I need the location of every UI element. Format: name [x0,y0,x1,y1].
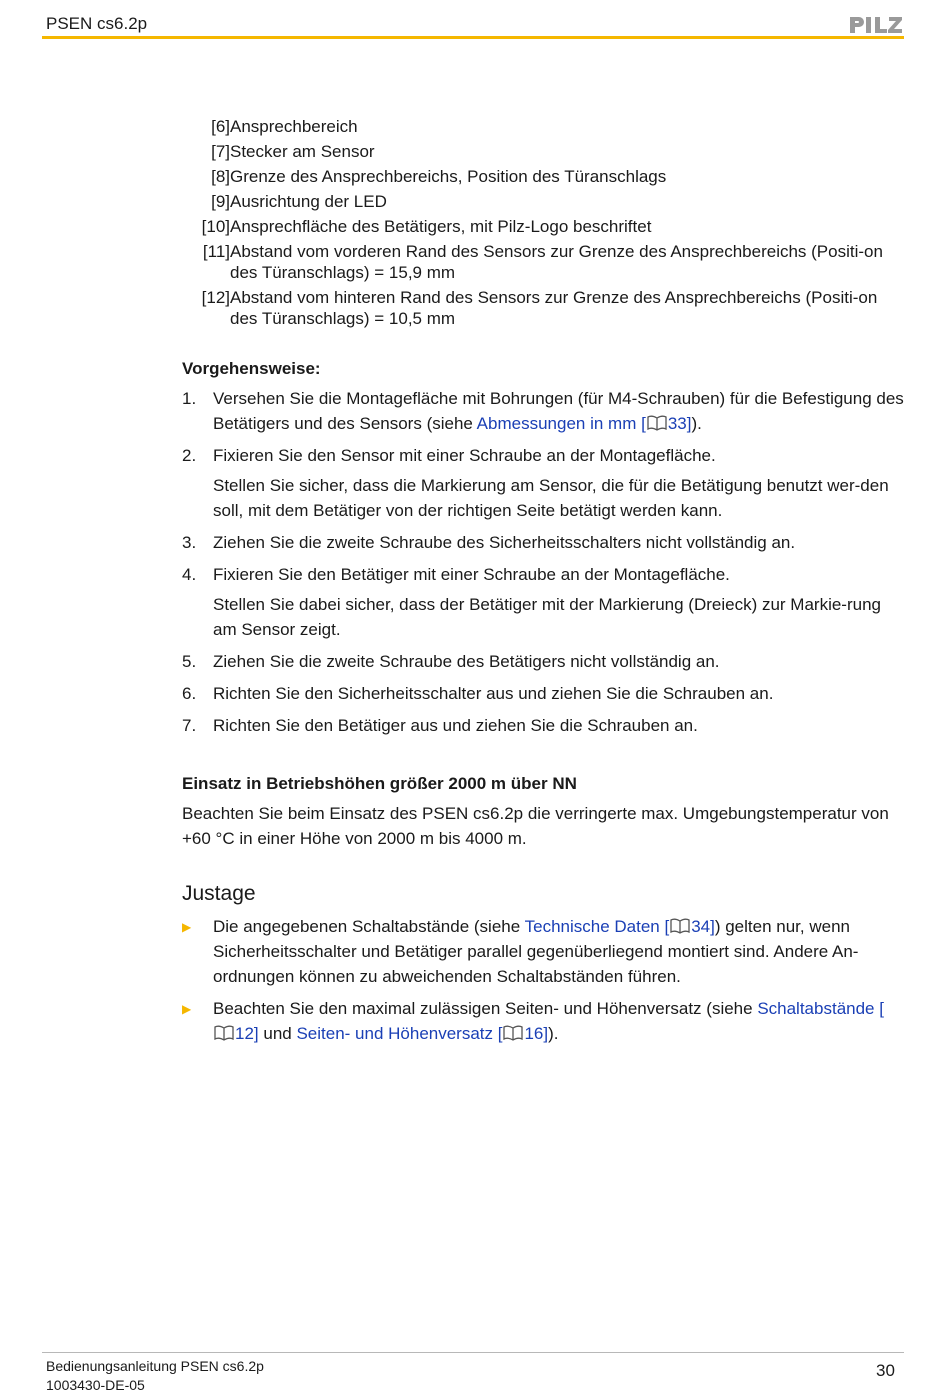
legend-text: Ansprechfläche des Betätigers, mit Pilz-Logo beschriftet [230,217,652,236]
legend-item [182,216,902,237]
step-number: 1. [182,389,197,408]
step-note: Stellen Sie sicher, dass die Markierung am Sensor, die für die Betätigung benutzt wer-den soll, mit dem Betätiger von der richtigen Seite betätigt werden kann. [213,476,889,520]
procedure-step [182,443,904,468]
figure-legend [182,116,902,333]
step-number: 5. [182,652,197,671]
procedure-step [182,562,904,587]
bullet-text-pre: Beachten Sie den maximal zulässigen Seiten- und Höhenversatz (siehe [213,999,758,1018]
legend-item [182,287,902,329]
section-heading-justage: Justage [182,882,256,905]
step-text-body: Versehen Sie die Montagefläche mit Bohrungen (für M4-Schrauben) für die Befestigung des Betätigers und des Sensors (siehe [213,389,904,433]
legend-number: [9] [211,192,230,211]
step-text: Fixieren Sie den Betätiger mit einer Schraube an der Montagefläche. [213,565,730,584]
book-icon [670,918,690,934]
link-label: Technische Daten [ [524,917,670,936]
procedure-step [182,386,904,436]
bullet-item [182,996,904,1046]
legend-item [182,191,902,212]
procedure-step [182,713,904,738]
bullet-text-mid: und [258,1024,297,1043]
link-label: Schaltabstände [ [757,999,884,1018]
step-text: Richten Sie den Betätiger aus und ziehen Sie die Schrauben an. [213,716,698,735]
bullet-arrow-icon: ▶ [182,1002,192,1016]
link-technische-daten[interactable] [525,917,715,936]
link-label: Seiten- und Höhenversatz [ [296,1024,503,1043]
step-number: 6. [182,684,197,703]
altitude-heading: Einsatz in Betriebshöhen größer 2000 m über NN [182,774,577,793]
procedure-step [182,530,904,555]
step-note: Stellen Sie dabei sicher, dass der Betätiger mit der Markierung (Dreieck) zur Markie-rung am Sensor zeigt. [213,595,881,639]
bullet-text-pre: Die angegebenen Schaltabstände (siehe [213,917,525,936]
footer-rule [42,1352,904,1353]
procedure-section [182,356,904,745]
procedure-heading: Vorgehensweise: [182,359,321,378]
bullet-text-post: ) gelten nur, wenn Sicherheitsschalter und Betätiger parallel gegenüberliegend montiert sind. Andere An-ordnungen können zu abweichenden Schaltabständen führen. [213,917,859,986]
legend-text: Grenze des Ansprechbereichs, Position des Türanschlags [230,167,667,186]
legend-item [182,116,902,137]
legend-number: [6] [211,117,230,136]
legend-text: Ansprechbereich [230,117,358,136]
altitude-text: Beachten Sie beim Einsatz des PSEN cs6.2p die verringerte max. Umgebungstemperatur von +60 °C in einer Höhe von 2000 m bis 4000 m. [182,804,889,848]
link-label: Abmessungen in mm [ [476,414,646,433]
bullet-text [213,996,904,1046]
bullet-item [182,914,904,989]
link-page: 12] [235,1024,259,1043]
link-seiten-hoehenversatz[interactable] [296,1024,548,1043]
step-text: Fixieren Sie den Sensor mit einer Schraube an der Montagefläche. [213,446,716,465]
bullet-arrow-icon: ▶ [182,920,192,934]
justage-bullets [182,914,904,1053]
legend-number: [12] [201,288,230,307]
step-text: Ziehen Sie die zweite Schraube des Betätigers nicht vollständig an. [213,652,720,671]
bullet-text-post: ). [548,1024,559,1043]
header-title: PSEN cs6.2p [46,14,148,33]
legend-item [182,141,902,162]
legend-text: Ausrichtung der LED [230,192,387,211]
footer-document-title: Bedienungsanleitung PSEN cs6.2p [46,1358,264,1374]
procedure-step [182,649,904,674]
step-number: 2. [182,446,197,465]
legend-number: [10] [201,217,230,236]
step-number: 3. [182,533,197,552]
page-number: 30 [876,1361,895,1380]
legend-number: [11] [202,242,230,261]
legend-number: [8] [211,167,230,186]
step-text-after: ). [691,414,702,433]
link-page: 34] [691,917,715,936]
pilz-logo [848,14,904,36]
footer-document-number: 1003430-DE-05 [46,1377,145,1393]
step-number: 4. [182,565,197,584]
link-page: 16] [524,1024,549,1043]
bullet-text [213,914,904,989]
procedure-step [182,681,904,706]
legend-item [182,241,902,283]
link-page: 33] [667,414,692,433]
step-text [213,386,904,436]
legend-text: Abstand vom vorderen Rand des Sensors zur Grenze des Ansprechbereichs (Positi-on des Türanschlags) = 15,9 mm [230,242,883,282]
book-icon [647,415,667,431]
step-number: 7. [182,716,197,735]
altitude-section [182,771,904,851]
header-rule [42,36,904,39]
step-text: Richten Sie den Sicherheitsschalter aus und ziehen Sie die Schrauben an. [213,684,774,703]
legend-number: [7] [211,142,230,161]
legend-item [182,166,902,187]
book-icon [214,1025,234,1041]
legend-text: Abstand vom hinteren Rand des Sensors zur Grenze des Ansprechbereichs (Positi-on des Türanschlags) = 10,5 mm [230,288,878,328]
book-icon [503,1025,523,1041]
step-text: Ziehen Sie die zweite Schraube des Sicherheitsschalters nicht vollständig an. [213,533,796,552]
link-abmessungen[interactable] [477,414,692,433]
legend-text: Stecker am Sensor [230,142,375,161]
